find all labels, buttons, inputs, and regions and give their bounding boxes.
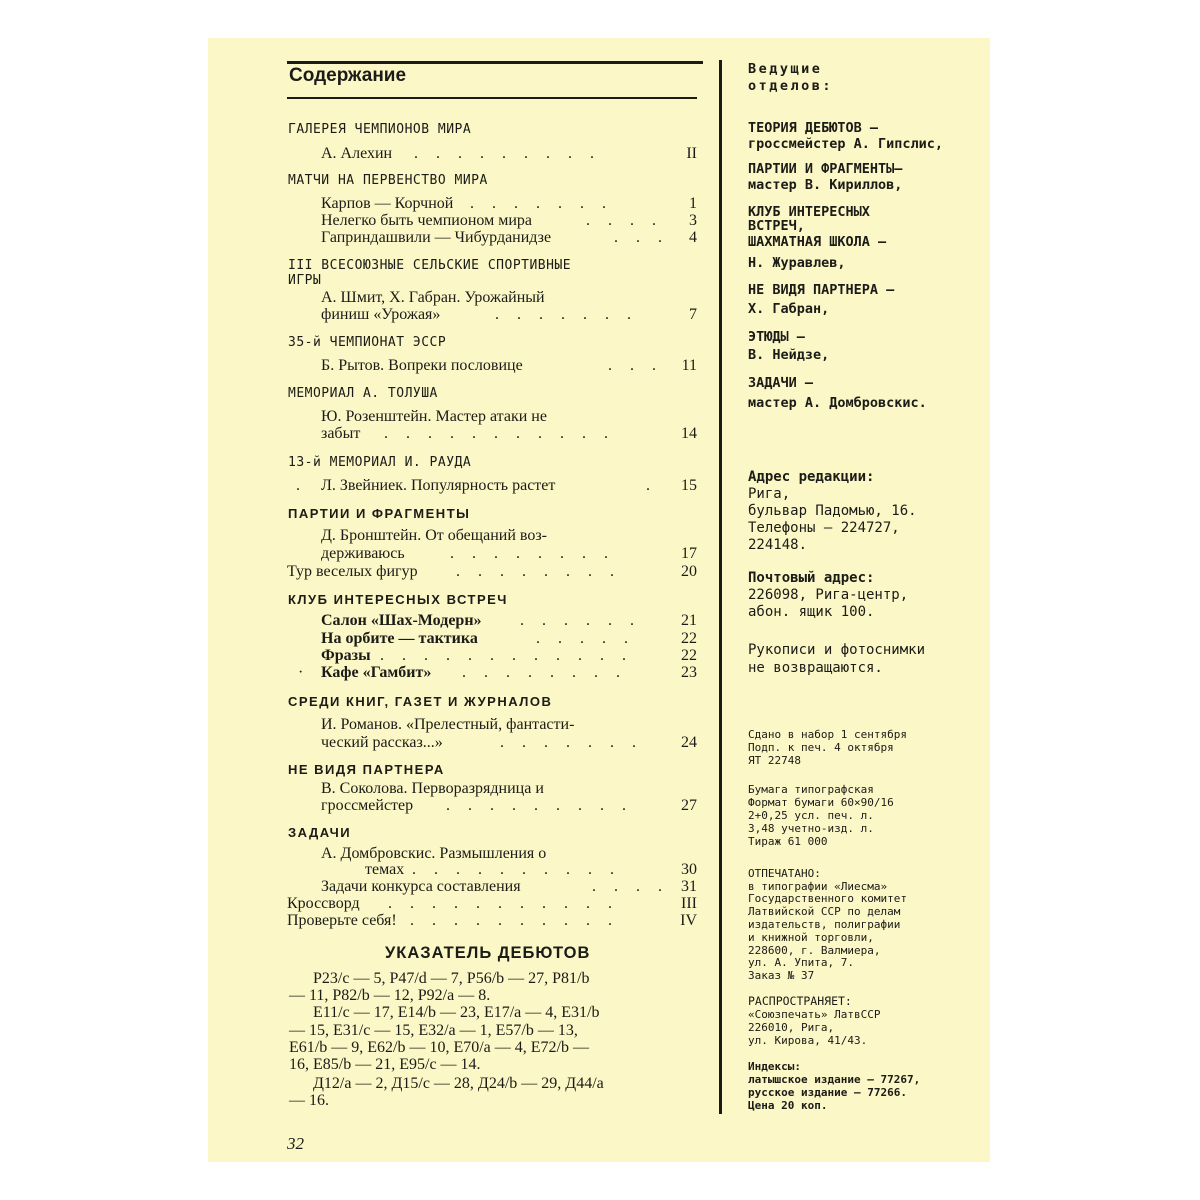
manuscript-note: не возвращаются. bbox=[748, 660, 883, 676]
toc-page-number: II bbox=[686, 145, 697, 162]
toc-entry: держиваюсь bbox=[321, 545, 405, 562]
imprint-line: 3,48 учетно-изд. л. bbox=[748, 822, 874, 835]
toc-section-heading: СРЕДИ КНИГ, ГАЗЕТ И ЖУРНАЛОВ bbox=[288, 694, 553, 709]
toc-page-number: 31 bbox=[681, 878, 697, 895]
toc-entry: Д. Бронштейн. От обещаний воз- bbox=[321, 527, 547, 544]
editor-department: ТЕОРИЯ ДЕБЮТОВ — bbox=[748, 120, 879, 136]
distribution-line: ул. Кирова, 41/43. bbox=[748, 1034, 868, 1047]
toc-page-number: 14 bbox=[681, 425, 697, 442]
editor-name: мастер А. Домбровскис. bbox=[748, 395, 927, 411]
imprint-line: и книжной торговли, bbox=[748, 931, 874, 944]
toc-leader-dots: . . . . . . . . . . bbox=[412, 861, 621, 878]
imprint-line: Латвийской ССР по делам bbox=[748, 905, 901, 918]
toc-section-heading: НЕ ВИДЯ ПАРТНЕРА bbox=[288, 762, 445, 777]
toc-entry: Б. Рытов. Вопреки пословице bbox=[321, 357, 523, 374]
distribution-heading: РАСПРОСТРАНЯЕТ: bbox=[748, 994, 852, 1008]
address-line: бульвар Падомью, 16. bbox=[748, 503, 917, 519]
toc-section-heading: ИГРЫ bbox=[288, 273, 322, 288]
distribution-line: «Союзпечать» ЛатвССР bbox=[748, 1008, 881, 1021]
toc-leader-dots: . . . . bbox=[586, 212, 663, 229]
index-heading: Индексы: bbox=[748, 1060, 801, 1073]
toc-page-number: 23 bbox=[681, 664, 697, 681]
toc-page-number: 7 bbox=[689, 306, 697, 323]
toc-leader-dots: . . . . bbox=[592, 878, 669, 895]
toc-entry: А. Алехин bbox=[321, 145, 393, 162]
toc-entry: Салон «Шах-Модерн» bbox=[321, 612, 482, 629]
toc-leader-dots: . bbox=[646, 477, 657, 494]
toc-page-number: 20 bbox=[681, 563, 697, 580]
postal-line: 226098, Рига-центр, bbox=[748, 587, 909, 603]
editor-department: ЭТЮДЫ — bbox=[748, 329, 805, 345]
toc-leader-dots: . . . . . . . . bbox=[456, 563, 621, 580]
manuscript-note: Рукописи и фотоснимки bbox=[748, 642, 926, 658]
toc-entry: Тур веселых фигур bbox=[287, 563, 418, 580]
toc-page-number: 27 bbox=[681, 797, 697, 814]
editor-name: В. Нейдзе, bbox=[748, 347, 830, 363]
debut-index-line: Д12/а — 2, Д15/с — 28, Д24/b — 29, Д44/а bbox=[313, 1075, 604, 1092]
imprint-line: Формат бумаги 60×90/16 bbox=[748, 796, 894, 809]
toc-entry: Проверьте себя! bbox=[287, 912, 397, 929]
toc-page-number: 15 bbox=[681, 477, 697, 494]
toc-leader-dots: . . . . . bbox=[536, 630, 635, 647]
editor-name: Н. Журавлев, bbox=[748, 255, 846, 271]
toc-entry: В. Соколова. Перворазрядница и bbox=[321, 780, 544, 797]
toc-leader-dots: . . . . . . . . . . . bbox=[388, 895, 619, 912]
toc-section-heading: ГАЛЕРЕЯ ЧЕМПИОНОВ МИРА bbox=[288, 122, 472, 137]
toc-section-heading: МЕМОРИАЛ А. ТОЛУША bbox=[288, 386, 438, 401]
imprint-line: ЯТ 22748 bbox=[748, 754, 801, 767]
editor-department: ЗАДАЧИ — bbox=[748, 375, 814, 391]
toc-leader-dots: . . . bbox=[608, 357, 663, 374]
title-rule-top bbox=[287, 61, 703, 64]
address-heading: Адрес редакции: bbox=[748, 469, 875, 485]
title-rule-bottom bbox=[287, 97, 697, 99]
toc-section-heading: ПАРТИИ И ФРАГМЕНТЫ bbox=[288, 506, 471, 521]
debut-index-line: — 15, Е31/с — 15, Е32/а — 1, Е57/b — 13, bbox=[289, 1022, 578, 1039]
postal-line: абон. ящик 100. bbox=[748, 604, 875, 620]
toc-page-number: 30 bbox=[681, 861, 697, 878]
debut-index-line: Р23/с — 5, Р47/d — 7, Р56/b — 27, Р81/b bbox=[313, 970, 590, 987]
toc-page-number: 4 bbox=[689, 229, 697, 246]
toc-leader-dots: . . . . . . . . . . . . bbox=[380, 647, 633, 664]
toc-entry: забыт bbox=[321, 425, 361, 442]
toc-page-number: 1 bbox=[689, 195, 697, 212]
editor-department: ВСТРЕЧ, bbox=[748, 218, 805, 234]
postal-heading: Почтовый адрес: bbox=[748, 570, 875, 586]
toc-section-heading: 13-й МЕМОРИАЛ И. РАУДА bbox=[288, 455, 472, 470]
debut-index-line: — 16. bbox=[289, 1092, 329, 1109]
toc-entry: На орбите — тактика bbox=[321, 630, 478, 647]
toc-section-heading: КЛУБ ИНТЕРЕСНЫХ ВСТРЕЧ bbox=[288, 592, 508, 607]
debut-index-title: УКАЗАТЕЛЬ ДЕБЮТОВ bbox=[385, 944, 591, 962]
toc-section-heading: 35-й ЧЕМПИОНАТ ЭССР bbox=[288, 335, 447, 350]
debut-index-line: Е11/с — 17, Е14/b — 23, Е17/а — 4, Е31/b bbox=[313, 1004, 600, 1021]
imprint-line: в типографии «Лиесма» bbox=[748, 880, 888, 893]
toc-leader-dots: . . . . . . . . . . bbox=[410, 912, 619, 929]
toc-entry: Нелегко быть чемпионом мира bbox=[321, 212, 533, 229]
toc-leader-dots: . . . . . . . bbox=[470, 195, 613, 212]
toc-entry: Ю. Розенштейн. Мастер атаки не bbox=[321, 408, 547, 425]
sidebar-heading: отделов: bbox=[748, 78, 834, 94]
toc-page-number: 24 bbox=[681, 734, 697, 751]
toc-leader-dots: . . . . . . . . . bbox=[414, 145, 601, 162]
debut-index-line: — 11, Р82/b — 12, Р92/а — 8. bbox=[289, 987, 491, 1004]
distribution-line: 226010, Рига, bbox=[748, 1021, 835, 1034]
imprint-line: ул. А. Упита, 7. bbox=[748, 956, 854, 969]
toc-entry: Фразы bbox=[321, 647, 371, 664]
toc-section-heading: III ВСЕСОЮЗНЫЕ СЕЛЬСКИЕ СПОРТИВНЫЕ bbox=[288, 258, 572, 273]
editor-department: НЕ ВИДЯ ПАРТНЕРА — bbox=[748, 282, 895, 298]
toc-section-heading: ЗАДАЧИ bbox=[288, 825, 352, 840]
imprint-line: Подп. к печ. 4 октября bbox=[748, 741, 894, 754]
toc-entry: А. Шмит, Х. Габран. Урожайный bbox=[321, 289, 545, 306]
imprint-line: Сдано в набор 1 сентября bbox=[748, 728, 907, 741]
price-line: Цена 20 коп. bbox=[748, 1099, 828, 1112]
address-line: Телефоны — 224727, bbox=[748, 520, 900, 536]
editor-department: ШАХМАТНАЯ ШКОЛА — bbox=[748, 234, 887, 250]
toc-leader-dots: . . . . . . . . . . . bbox=[384, 425, 615, 442]
toc-entry: Гаприндашвили — Чибурданидзе bbox=[321, 229, 552, 246]
index-line: русское издание — 77266. bbox=[748, 1086, 907, 1099]
address-line: Рига, bbox=[748, 486, 791, 502]
imprint-line: издательств, полиграфии bbox=[748, 918, 901, 931]
page-title: Содержание bbox=[289, 65, 407, 86]
toc-page-number: 21 bbox=[681, 612, 697, 629]
imprint-line: 2+0,25 усл. печ. л. bbox=[748, 809, 874, 822]
debut-index-line: Е61/b — 9, Е62/b — 10, Е70/а — 4, Е72/b — bbox=[289, 1039, 589, 1056]
toc-page-number: 22 bbox=[681, 630, 697, 647]
imprint-heading: ОТПЕЧАТАНО: bbox=[748, 867, 821, 880]
toc-entry: гроссмейстер bbox=[321, 797, 414, 814]
toc-entry: ческий рассказ...» bbox=[321, 734, 443, 751]
editor-name: мастер В. Кириллов, bbox=[748, 177, 903, 193]
toc-entry: Кроссворд bbox=[287, 895, 360, 912]
imprint-line: Бумага типографская bbox=[748, 783, 874, 796]
column-divider bbox=[719, 60, 722, 1114]
toc-entry: А. Домбровскис. Размышления о bbox=[321, 845, 547, 862]
imprint-line: Государственного комитет bbox=[748, 892, 907, 905]
toc-leader-dots: · bbox=[298, 664, 311, 681]
toc-page-number: 3 bbox=[689, 212, 697, 229]
toc-page-number: 17 bbox=[681, 545, 697, 562]
toc-leader-dots: . . . . . . . . . bbox=[446, 797, 633, 814]
toc-entry: Карпов — Корчной bbox=[321, 195, 454, 212]
toc-page-number: III bbox=[681, 895, 697, 912]
editor-name: Х. Габран, bbox=[748, 301, 830, 317]
debut-index-line: 16, Е85/b — 21, Е95/с — 14. bbox=[289, 1056, 481, 1073]
index-line: латышское издание — 77267, bbox=[748, 1073, 921, 1086]
address-line: 224148. bbox=[748, 537, 808, 553]
toc-entry: Л. Звейниек. Популярность растет bbox=[321, 477, 556, 494]
toc-entry: Задачи конкурса составления bbox=[321, 878, 521, 895]
toc-leader-dots: . . . bbox=[614, 229, 669, 246]
imprint-line: Тираж 61 000 bbox=[748, 835, 828, 848]
toc-page-number: IV bbox=[680, 912, 697, 929]
toc-leader-dots: . bbox=[296, 477, 307, 494]
toc-leader-dots: . . . . . . . bbox=[495, 306, 638, 323]
imprint-line: 228600, г. Валмиера, bbox=[748, 944, 881, 957]
toc-leader-dots: . . . . . . . . bbox=[450, 545, 615, 562]
editor-name: гроссмейстер А. Гипслис, bbox=[748, 136, 944, 152]
toc-entry: Кафе «Гамбит» bbox=[321, 664, 432, 681]
toc-leader-dots: . . . . . . bbox=[520, 612, 641, 629]
toc-entry: финиш «Урожая» bbox=[321, 306, 441, 323]
sidebar-heading: Ведущие bbox=[748, 61, 823, 77]
editor-department: КЛУБ ИНТЕРЕСНЫХ bbox=[748, 204, 870, 220]
imprint-line: Заказ № 37 bbox=[748, 969, 815, 982]
toc-page-number: 11 bbox=[681, 357, 697, 374]
toc-leader-dots: . . . . . . . . bbox=[462, 664, 627, 681]
toc-entry: И. Романов. «Прелестный, фантасти- bbox=[321, 716, 575, 733]
editor-department: ПАРТИИ И ФРАГМЕНТЫ— bbox=[748, 161, 903, 177]
toc-entry: темах bbox=[365, 861, 405, 878]
page-number: 32 bbox=[287, 1134, 304, 1153]
toc-leader-dots: . . . . . . . bbox=[500, 734, 643, 751]
toc-section-heading: МАТЧИ НА ПЕРВЕНСТВО МИРА bbox=[288, 173, 488, 188]
toc-page-number: 22 bbox=[681, 647, 697, 664]
